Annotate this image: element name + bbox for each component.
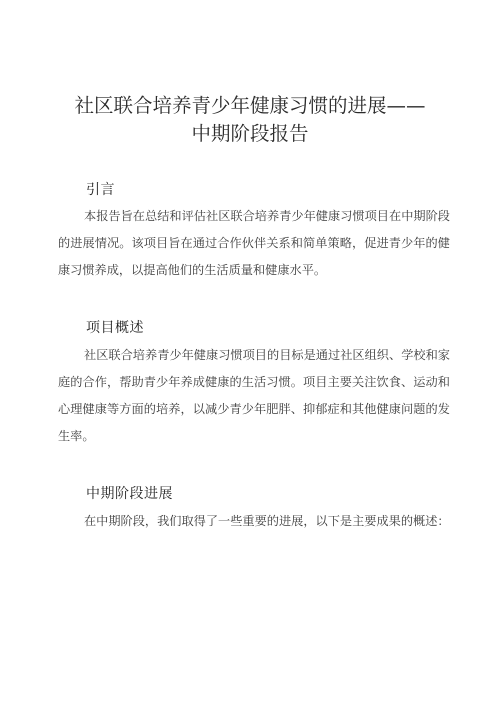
section-paragraph-progress: 在中期阶段，我们取得了一些重要的进展，以下是主要成果的概述： bbox=[84, 514, 450, 528]
section-paragraph-overview: 社区联合培养青少年健康习惯项目的目标是通过社区组织、学校和家庭的合作，帮助青少年养成健康的生活习惯。项目主要关注饮食、运动和心理健康等方面的培养，以减少青少年肥胖、抑郁症和其他健康问题的发生率。 bbox=[58, 348, 450, 443]
document-title-line-2: 中期阶段报告 bbox=[191, 122, 309, 145]
section-heading-progress: 中期阶段进展 bbox=[86, 486, 173, 502]
document-title-line-1: 社区联合培养青少年健康习惯的进展—— bbox=[74, 94, 426, 117]
section-heading-overview: 项目概述 bbox=[86, 320, 144, 336]
section-heading-introduction: 引言 bbox=[86, 182, 115, 198]
section-paragraph-introduction: 本报告旨在总结和评估社区联合培养青少年健康习惯项目在中期阶段的进展情况。该项目旨在通过合作伙伴关系和简单策略，促进青少年的健康习惯养成，以提高他们的生活质量和健康水平。 bbox=[58, 209, 450, 277]
